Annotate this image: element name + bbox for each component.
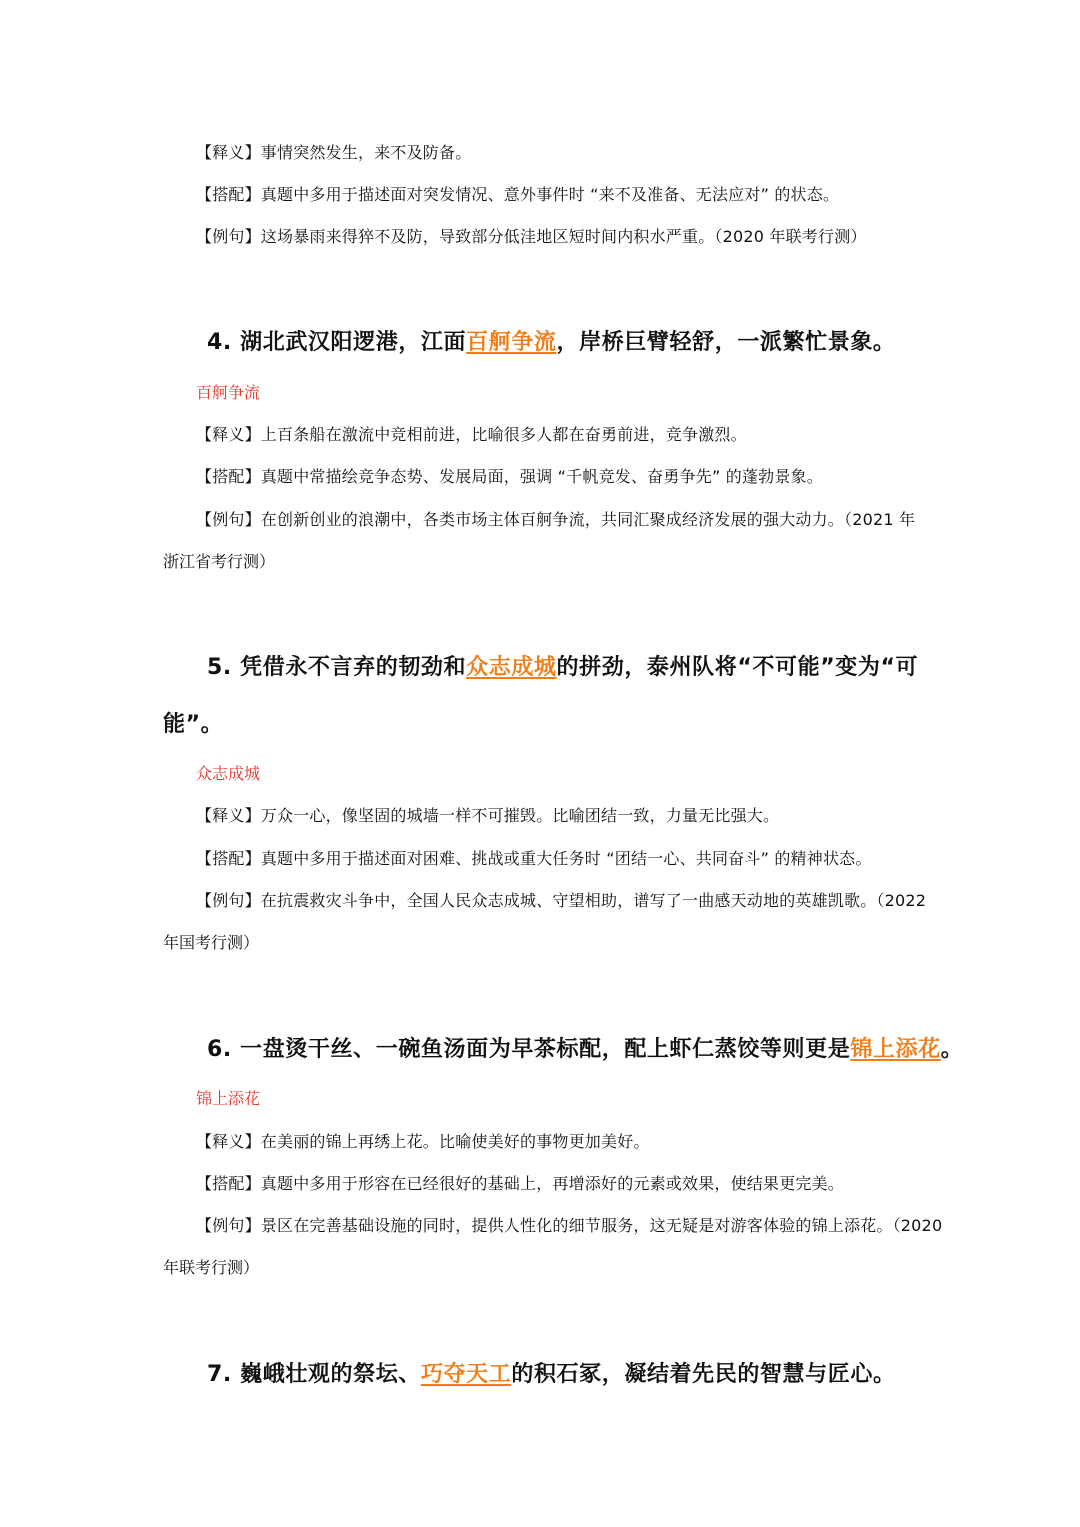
idiom-highlight: 锦上添花 <box>850 1037 941 1062</box>
shiyi-line: 【释义】在美丽的锦上再绣上花。比喻使美好的事物更加美好。 <box>196 1132 650 1151</box>
heading-text: 的拼劲，泰州队将“不可能”变为“可 <box>556 655 919 680</box>
idiom-highlight: 众志成城 <box>466 655 557 680</box>
sentence-heading <box>207 1035 963 1065</box>
idiom-term: 众志成城 <box>196 764 261 783</box>
sentence-heading <box>207 328 896 358</box>
dapei-line: 【搭配】真题中多用于形容在已经很好的基础上，再增添好的元素或效果，使结果更完美。 <box>196 1174 845 1193</box>
shiyi-line: 【释义】万众一心，像坚固的城墙一样不可摧毁。比喻团结一致，力量无比强大。 <box>196 806 780 825</box>
heading-text: ，岸桥巨臂轻舒，一派繁忙景象。 <box>556 330 896 355</box>
idiom-highlight: 巧夺天工 <box>420 1362 512 1387</box>
dapei-line: 【搭配】真题中常描绘竞争态势、发展局面，强调 “千帆竞发、奋勇争先” 的蓬勃景象。 <box>196 467 823 486</box>
liju-line: 【例句】在创新创业的浪潮中，各类市场主体百舸争流，共同汇聚成经济发展的强大动力。（2021 年 <box>196 510 916 529</box>
liju-line: 【例句】在抗震救灾斗争中，全国人民众志成城、守望相助，谱写了一曲感天动地的英雄凯歌。（2022 <box>196 891 927 910</box>
sentence-heading <box>207 1360 896 1390</box>
liju-line-cont: 年联考行测） <box>163 1258 260 1277</box>
liju-line-cont: 年国考行测） <box>163 933 260 952</box>
heading-text: 5. 凭借永不言弃的韧劲和 <box>207 655 467 680</box>
heading-text: 4. 湖北武汉阳逻港，江面 <box>207 330 467 355</box>
liju-line: 【例句】这场暴雨来得猝不及防，导致部分低洼地区短时间内积水严重。（2020 年联考行测） <box>196 227 867 246</box>
heading-text: 的积石冢，凝结着先民的智慧与匠心。 <box>511 1362 896 1387</box>
dapei-line: 【搭配】真题中多用于描述面对困难、挑战或重大任务时 “团结一心、共同奋斗” 的精神状态。 <box>196 849 872 868</box>
sentence-heading-cont: 能”。 <box>163 712 224 737</box>
heading-text: 。 <box>940 1037 964 1062</box>
heading-text: 6. 一盘烫干丝、一碗鱼汤面为早茶标配，配上虾仁蒸饺等则更是 <box>207 1037 851 1062</box>
idiom-term: 百舸争流 <box>196 383 261 402</box>
dapei-line: 【搭配】真题中多用于描述面对突发情况、意外事件时 “来不及准备、无法应对” 的状态。 <box>196 185 840 204</box>
liju-line-cont: 浙江省考行测） <box>163 552 276 571</box>
heading-text: 7. 巍峨壮观的祭坛、 <box>207 1362 421 1387</box>
shiyi-line: 【释义】上百条船在激流中竞相前进，比喻很多人都在奋勇前进，竞争激烈。 <box>196 425 747 444</box>
idiom-term: 锦上添花 <box>196 1089 261 1108</box>
shiyi-line: 【释义】事情突然发生，来不及防备。 <box>196 143 472 162</box>
sentence-heading <box>207 653 918 683</box>
idiom-highlight: 百舸争流 <box>466 330 557 355</box>
liju-line: 【例句】景区在完善基础设施的同时，提供人性化的细节服务，这无疑是对游客体验的锦上添花。（2020 <box>196 1216 943 1235</box>
